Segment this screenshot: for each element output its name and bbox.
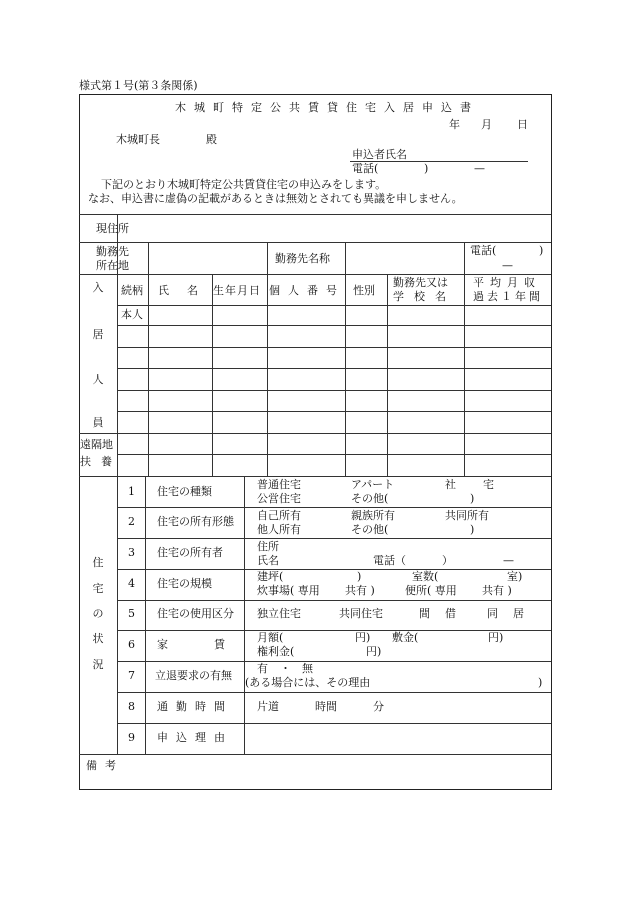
rule-resident-row-4 (117, 390, 551, 391)
rule-housing-3 (117, 569, 551, 570)
vrule-left (117, 214, 118, 754)
rule-work-bottom (79, 274, 551, 275)
rule-housing-6 (117, 661, 551, 662)
vrule-housing-no (145, 476, 146, 754)
rule-housing-7 (117, 692, 551, 693)
rule-residents-bottom (79, 433, 551, 434)
h2-l2-b: その他( (351, 523, 389, 536)
col-income: 平均月収 (473, 276, 541, 289)
housing-no-1: 1 (128, 485, 135, 498)
h6-l1-c: 敷金( (392, 631, 419, 644)
date-year: 年 (449, 118, 460, 131)
h6-l1-d: 円) (488, 631, 504, 644)
statement-line-2: なお、申込書に虚偽の記載があるときは無効とされても異議を申しません。 (88, 192, 463, 205)
h7-l2-a: (ある場合には、その理由 (245, 676, 371, 689)
applicant-name-label: 申込者氏名 (352, 148, 407, 161)
addressee-honorific: 殿 (206, 133, 217, 146)
col-school: 学校名 (393, 290, 456, 303)
h1-l2-c: ) (470, 492, 475, 505)
housing-char-5: 況 (92, 658, 104, 671)
housing-label-4: 住宅の規模 (157, 577, 212, 590)
applicant-phone-close: ) (424, 162, 429, 175)
housing-no-5: 5 (128, 607, 135, 620)
col-sex: 性別 (353, 284, 375, 297)
h3-l1-a: 住所 (257, 540, 279, 553)
h7-l1-a: 有 (257, 662, 268, 675)
vrule-name (212, 274, 213, 476)
housing-label-5: 住宅の使用区分 (157, 607, 234, 620)
residents-char-3: 人 (92, 373, 104, 386)
rule-resident-row-3 (117, 368, 551, 369)
h6-l2-a: 権利金( (257, 645, 295, 658)
h2-l2-a: 他人所有 (257, 523, 301, 536)
h6-l1-b: 円) (355, 631, 371, 644)
rule-address-bottom (79, 242, 551, 243)
rule-housing-1 (117, 507, 551, 508)
date-month: 月 (481, 118, 492, 131)
rule-resident-row-5 (117, 411, 551, 412)
housing-no-6: 6 (128, 638, 135, 651)
h4-l1-a: 建坪( (257, 570, 284, 583)
work-phone-close: ) (539, 244, 544, 257)
h2-l1-b: 親族所有 (351, 509, 395, 522)
housing-no-8: 8 (128, 700, 135, 713)
housing-label-9: 申込理由 (157, 731, 233, 744)
h5-e: 同 (487, 607, 498, 620)
applicant-phone-label: 電話( (352, 162, 379, 175)
addressee-name: 木城町長 (116, 133, 160, 146)
h8-c: 分 (373, 700, 384, 713)
remarks-label: 備考 (86, 759, 124, 772)
rule-housing-bottom (79, 754, 551, 755)
housing-no-9: 9 (128, 731, 135, 744)
residents-char-4: 員 (92, 416, 104, 429)
h1-l2-b: その他( (351, 492, 389, 505)
remote-label-2: 扶養 (80, 455, 122, 468)
col-workplace: 勤務先又は (393, 276, 448, 289)
form-number: 様式第１号(第３条関係) (79, 79, 198, 92)
col-name: 氏名 (158, 284, 216, 297)
housing-no-7: 7 (128, 669, 135, 682)
h7-l2-b: ) (538, 676, 543, 689)
housing-no-3: 3 (128, 546, 135, 559)
statement-line-1: 下記のとおり木城町特定公共賃貸住宅の申込みをします。 (101, 178, 387, 191)
housing-label-6: 家賃 (157, 638, 271, 651)
work-phone-dash: — (502, 259, 513, 272)
h1-l2-a: 公営住宅 (257, 492, 301, 505)
col-birthdate: 生年月日 (213, 284, 261, 297)
work-location-label-1: 勤務先 (96, 245, 129, 258)
col-past-year: 過去１年間 (473, 290, 543, 303)
rule-header-bottom (79, 214, 551, 215)
housing-char-2: 宅 (92, 582, 104, 595)
applicant-phone-dash: — (474, 162, 485, 175)
col-relation: 続柄 (121, 284, 143, 297)
h4-l2-c: 便所( 専用 (405, 584, 457, 597)
h3-l2-d: — (503, 554, 514, 567)
vrule-birth (267, 242, 268, 476)
col-my-number: 個人番号 (269, 284, 345, 297)
rule-housing-8 (117, 723, 551, 724)
h5-c: 間 (419, 607, 430, 620)
rule-remote-mid (117, 454, 551, 455)
h1-l1-d: 宅 (483, 478, 494, 491)
housing-label-2: 住宅の所有形態 (157, 515, 234, 528)
h4-l1-d: 室) (507, 570, 523, 583)
form-title: 木城町特定公共賃貸住宅入居申込書 (175, 101, 479, 114)
work-location-label-2: 所在地 (96, 259, 129, 272)
h1-l1-a: 普通住宅 (257, 478, 301, 491)
housing-char-1: 住 (92, 556, 104, 569)
rule-housing-5 (117, 630, 551, 631)
vrule-sex (387, 274, 388, 476)
h5-f: 居 (513, 607, 524, 620)
h1-l1-b: アパート (351, 478, 395, 491)
h6-l1-a: 月額( (257, 631, 284, 644)
housing-no-4: 4 (128, 577, 135, 590)
housing-label-7: 立退要求の有無 (155, 669, 232, 682)
h5-b: 共同住宅 (339, 607, 383, 620)
h4-l1-c: 室数( (412, 570, 439, 583)
h1-l1-c: 社 (445, 478, 456, 491)
vrule-mynumber (345, 242, 346, 476)
h2-l1-a: 自己所有 (257, 509, 301, 522)
rule-remote-bottom (79, 476, 551, 477)
date-day: 日 (517, 118, 528, 131)
h3-l2-a: 氏名 (257, 554, 279, 567)
h4-l2-a: 炊事場( 専用 (257, 584, 320, 597)
h5-d: 借 (445, 607, 456, 620)
housing-label-1: 住宅の種類 (157, 485, 212, 498)
h4-l1-b: ) (357, 570, 362, 583)
work-name-label: 勤務先名称 (275, 252, 330, 265)
h8-a: 片道 (257, 700, 279, 713)
h5-a: 独立住宅 (257, 607, 301, 620)
h4-l2-b: 共有 ) (345, 584, 375, 597)
vrule-relation (148, 242, 149, 476)
housing-label-3: 住宅の所有者 (157, 546, 223, 559)
residents-char-1: 入 (92, 281, 104, 294)
rule-housing-4 (117, 600, 551, 601)
h8-b: 時間 (315, 700, 337, 713)
rule-resident-row-1 (117, 325, 551, 326)
h3-l2-b: 電話（ (373, 554, 406, 567)
rule-housing-2 (117, 538, 551, 539)
housing-label-8: 通勤時間 (157, 700, 233, 713)
h6-l2-b: 円) (366, 645, 382, 658)
rule-resident-row-2 (117, 347, 551, 348)
h7-l1-b: ・ (280, 662, 291, 675)
self-label: 本人 (121, 308, 143, 321)
rule-residents-header-bottom (117, 305, 551, 306)
h2-l1-c: 共同所有 (445, 509, 489, 522)
housing-no-2: 2 (128, 515, 135, 528)
h3-l2-c: ） (442, 554, 453, 567)
housing-char-3: の (92, 607, 104, 620)
vrule-housing-label (244, 476, 245, 754)
residents-char-2: 居 (92, 328, 104, 341)
h2-l2-c: ) (470, 523, 475, 536)
remote-label-1: 遠隔地 (80, 438, 113, 451)
h7-l1-c: 無 (302, 662, 313, 675)
work-phone-label: 電話( (470, 244, 497, 257)
current-address-label: 現住所 (96, 222, 129, 235)
h4-l2-d: 共有 ) (482, 584, 512, 597)
vrule-school (464, 242, 465, 476)
housing-char-4: 状 (92, 632, 104, 645)
